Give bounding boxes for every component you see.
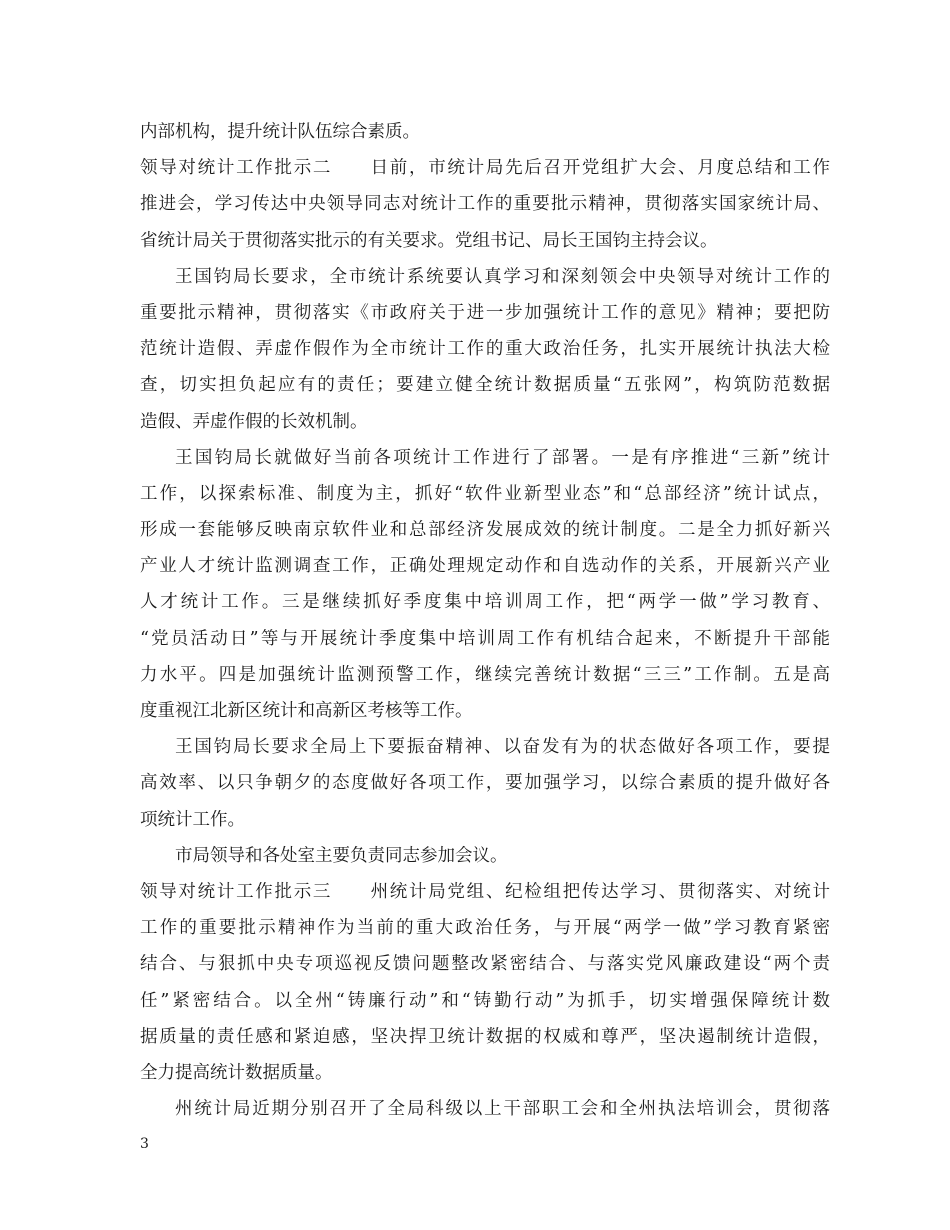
text-line: 造假、弄虚作假的长效机制。 <box>140 411 368 432</box>
page-number: 3 <box>140 1136 149 1152</box>
text-line: 范统计造假、弄虚作假作为全市统计工作的重大政治任务，扎实开展统计执法大检 <box>140 339 830 360</box>
text-line: 结合、与狠抓中央专项巡视反馈问题整改紧密结合、与落实党风廉政建设“两个责 <box>140 954 830 975</box>
text-line: 人才统计工作。三是继续抓好季度集中培训周工作，把“两学一做”学习教育、 <box>140 592 830 613</box>
text-line: 工作，以探索标准、制度为主，抓好“软件业新型业态”和“总部经济”统计试点， <box>140 483 830 504</box>
text-line: 推进会，学习传达中央领导同志对统计工作的重要批示精神，贯彻落实国家统计局、 <box>140 194 830 215</box>
text-line: 力水平。四是加强统计监测预警工作，继续完善统计数据“三三”工作制。五是高 <box>140 664 830 685</box>
text-line: 王国钧局长要求全局上下要振奋精神、以奋发有为的状态做好各项工作，要提 <box>175 737 830 758</box>
text-line: 项统计工作。 <box>140 809 245 830</box>
text-line: 形成一套能够反映南京软件业和总部经济发展成效的统计制度。二是全力抓好新兴 <box>140 520 830 541</box>
text-line: 产业人才统计监测调查工作，正确处理规定动作和自选动作的关系，开展新兴产业 <box>140 556 830 577</box>
text-line: 市局领导和各处室主要负责同志参加会议。 <box>175 845 508 866</box>
text-line: 省统计局关于贯彻落实批示的有关要求。党组书记、局长王国钧主持会议。 <box>140 230 718 251</box>
text-line: 据质量的责任感和紧迫感，坚决捍卫统计数据的权威和尊严，坚决遏制统计造假， <box>140 1026 830 1047</box>
text-line: “党员活动日”等与开展统计季度集中培训周工作有机结合起来，不断提升干部能 <box>140 628 830 649</box>
text-line: 王国钧局长要求，全市统计系统要认真学习和深刻领会中央领导对统计工作的 <box>175 266 830 287</box>
body-text <box>140 114 830 1127</box>
text-line: 查，切实担负起应有的责任；要建立健全统计数据质量“五张网”，构筑防范数据 <box>140 375 830 396</box>
text-line: 领导对统计工作批示三 州统计局党组、纪检组把传达学习、贯彻落实、对统计 <box>140 881 830 902</box>
text-line: 州统计局近期分别召开了全局科级以上干部职工会和全州执法培训会，贯彻落 <box>175 1099 830 1120</box>
text-line: 高效率、以只争朝夕的态度做好各项工作，要加强学习，以综合素质的提升做好各 <box>140 773 830 794</box>
text-line: 重要批示精神，贯彻落实《市政府关于进一步加强统计工作的意见》精神；要把防 <box>140 302 830 323</box>
text-line: 工作的重要批示精神作为当前的重大政治任务，与开展“两学一做”学习教育紧密 <box>140 918 830 939</box>
text-line: 任”紧密结合。以全州“铸廉行动”和“铸勤行动”为抓手，切实增强保障统计数 <box>140 990 830 1011</box>
text-line: 内部机构，提升统计队伍综合素质。 <box>140 122 420 142</box>
text-line: 王国钧局长就做好当前各项统计工作进行了部署。一是有序推进“三新”统计 <box>175 447 830 468</box>
text-line: 领导对统计工作批示二 日前，市统计局先后召开党组扩大会、月度总结和工作 <box>140 158 830 179</box>
text-line: 全力提高统计数据质量。 <box>140 1062 333 1083</box>
text-line: 度重视江北新区统计和高新区考核等工作。 <box>140 701 473 721</box>
